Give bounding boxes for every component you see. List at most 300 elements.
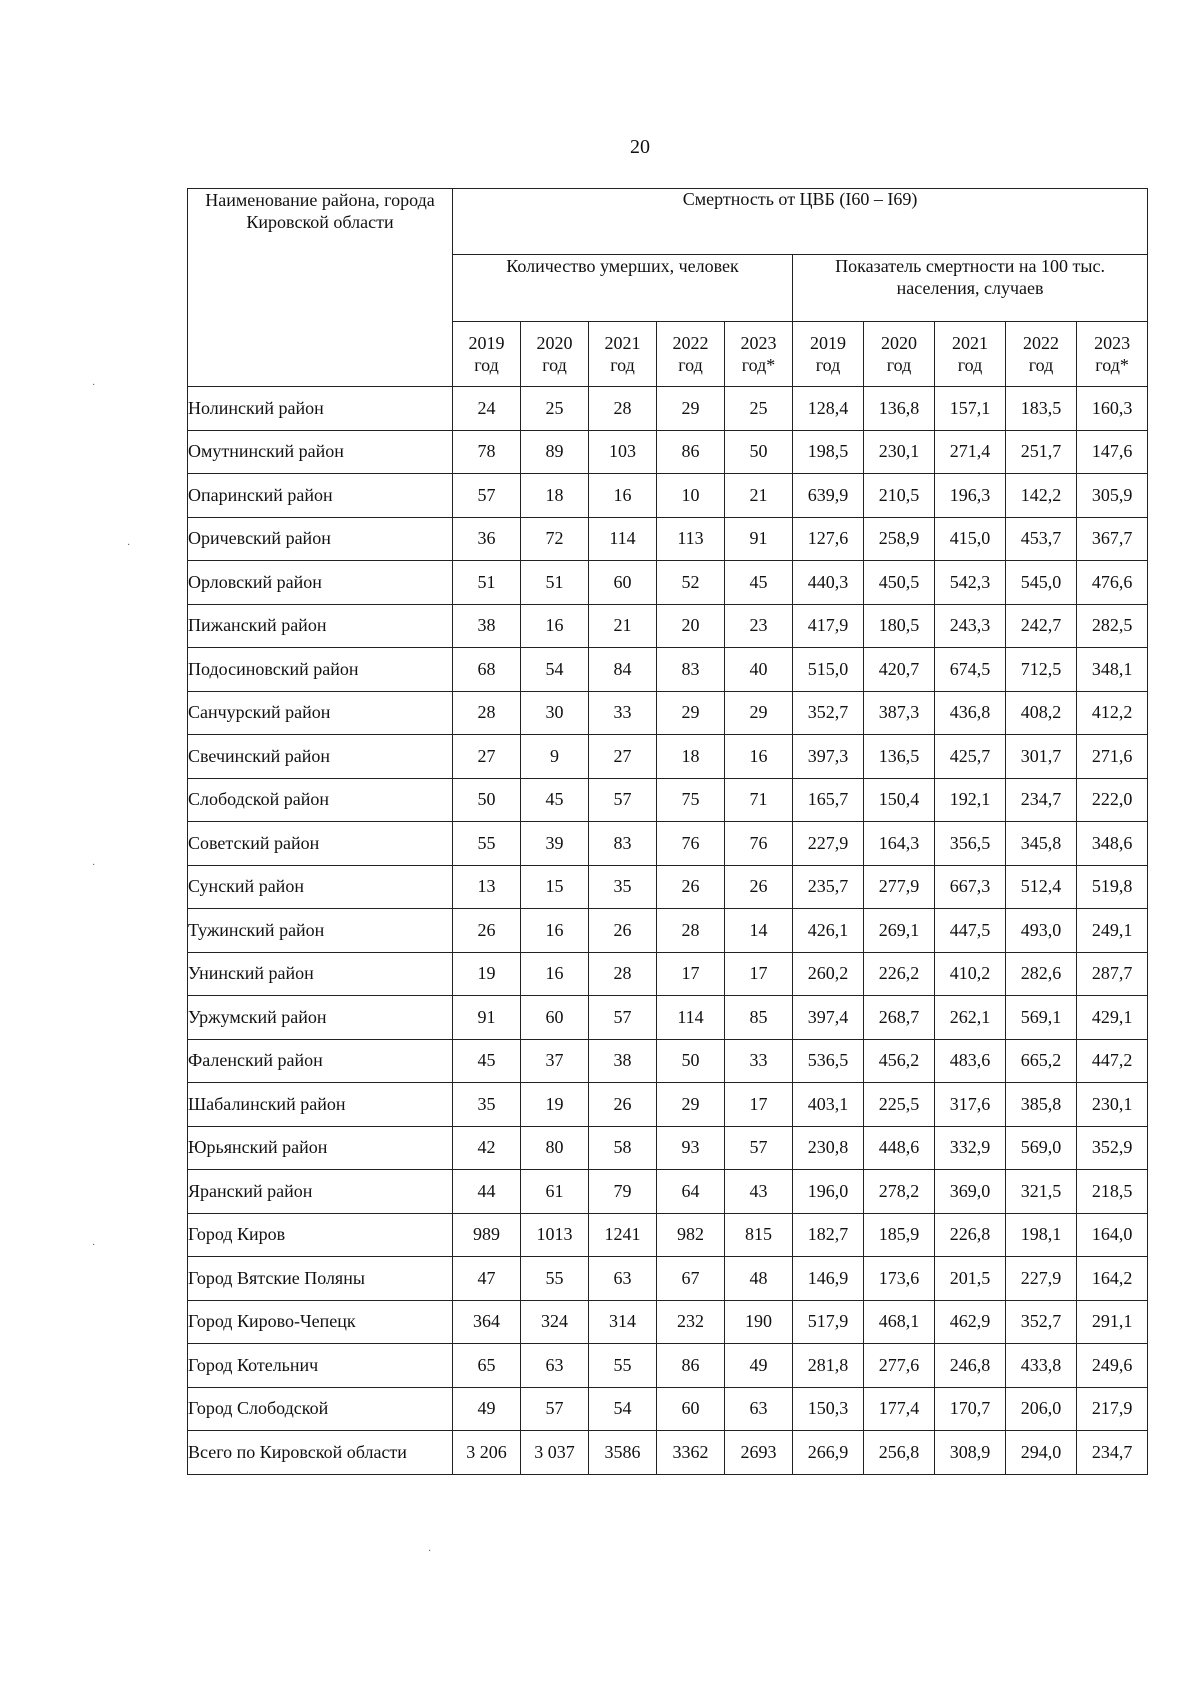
deaths-cell: 83 (657, 648, 725, 692)
deaths-cell: 54 (521, 648, 589, 692)
deaths-cell: 58 (589, 1126, 657, 1170)
year-header (1077, 322, 1148, 387)
deaths-cell: 25 (521, 387, 589, 431)
deaths-cell: 61 (521, 1170, 589, 1214)
deaths-cell: 45 (453, 1039, 521, 1083)
deaths-cell: 9 (521, 735, 589, 779)
scan-dot: · (127, 540, 131, 551)
table-row (188, 865, 1148, 909)
table-row (188, 1387, 1148, 1431)
year-suffix: год (957, 355, 983, 375)
rate-cell: 226,8 (935, 1213, 1006, 1257)
year-header (657, 322, 725, 387)
deaths-cell: 364 (453, 1300, 521, 1344)
table-row (188, 822, 1148, 866)
rate-cell: 462,9 (935, 1300, 1006, 1344)
rate-cell: 352,7 (793, 691, 864, 735)
deaths-cell: 29 (657, 1083, 725, 1127)
rate-cell: 180,5 (864, 604, 935, 648)
rate-cell: 260,2 (793, 952, 864, 996)
year-header (793, 322, 864, 387)
district-name: Сунский район (188, 865, 453, 909)
rate-cell: 468,1 (864, 1300, 935, 1344)
district-name: Юрьянский район (188, 1126, 453, 1170)
deaths-cell: 815 (725, 1213, 793, 1257)
rate-cell: 429,1 (1077, 996, 1148, 1040)
rate-cell: 282,5 (1077, 604, 1148, 648)
table-row (188, 996, 1148, 1040)
deaths-cell: 232 (657, 1300, 725, 1344)
deaths-cell: 35 (453, 1083, 521, 1127)
rate-cell: 536,5 (793, 1039, 864, 1083)
year-suffix: год (886, 355, 912, 375)
year-label: 2021 (952, 333, 988, 353)
table-row (188, 1431, 1148, 1475)
deaths-cell: 24 (453, 387, 521, 431)
deaths-cell: 18 (521, 474, 589, 518)
deaths-cell: 23 (725, 604, 793, 648)
rate-cell: 201,5 (935, 1257, 1006, 1301)
deaths-cell: 45 (521, 778, 589, 822)
rate-cell: 308,9 (935, 1431, 1006, 1475)
rate-cell: 403,1 (793, 1083, 864, 1127)
rate-cell: 348,6 (1077, 822, 1148, 866)
rate-cell: 301,7 (1006, 735, 1077, 779)
rate-cell: 408,2 (1006, 691, 1077, 735)
deaths-cell: 26 (657, 865, 725, 909)
deaths-cell: 63 (725, 1387, 793, 1431)
rate-cell: 258,9 (864, 517, 935, 561)
deaths-cell: 28 (589, 387, 657, 431)
deaths-cell: 17 (725, 952, 793, 996)
rate-cell: 227,9 (793, 822, 864, 866)
rate-cell: 243,3 (935, 604, 1006, 648)
rate-cell: 147,6 (1077, 430, 1148, 474)
deaths-cell: 39 (521, 822, 589, 866)
table-row (188, 430, 1148, 474)
rate-cell: 356,5 (935, 822, 1006, 866)
year-label: 2023 (740, 333, 777, 353)
rate-cell: 198,5 (793, 430, 864, 474)
rate-cell: 448,6 (864, 1126, 935, 1170)
rate-cell: 712,5 (1006, 648, 1077, 692)
rate-cell: 164,2 (1077, 1257, 1148, 1301)
deaths-cell: 27 (589, 735, 657, 779)
table-row (188, 1039, 1148, 1083)
rate-cell: 230,8 (793, 1126, 864, 1170)
table-row (188, 1213, 1148, 1257)
table-row (188, 735, 1148, 779)
rate-cell: 291,1 (1077, 1300, 1148, 1344)
deaths-cell: 64 (657, 1170, 725, 1214)
rate-cell: 136,5 (864, 735, 935, 779)
deaths-cell: 16 (725, 735, 793, 779)
table-body (188, 387, 1148, 1475)
deaths-cell: 36 (453, 517, 521, 561)
rate-cell: 256,8 (864, 1431, 935, 1475)
district-name: Город Кирово-Чепецк (188, 1300, 453, 1344)
rate-cell: 230,1 (1077, 1083, 1148, 1127)
rate-cell: 387,3 (864, 691, 935, 735)
rate-cell: 483,6 (935, 1039, 1006, 1083)
deaths-cell: 10 (657, 474, 725, 518)
deaths-cell: 29 (725, 691, 793, 735)
deaths-cell: 982 (657, 1213, 725, 1257)
year-header (1006, 322, 1077, 387)
deaths-cell: 40 (725, 648, 793, 692)
table-row (188, 387, 1148, 431)
year-header (521, 322, 589, 387)
year-suffix: год* (741, 355, 776, 375)
rate-cell: 183,5 (1006, 387, 1077, 431)
rate-cell: 226,2 (864, 952, 935, 996)
rate-cell: 674,5 (935, 648, 1006, 692)
district-name: Унинский район (188, 952, 453, 996)
rate-cell: 667,3 (935, 865, 1006, 909)
deaths-cell: 26 (725, 865, 793, 909)
deaths-cell: 18 (657, 735, 725, 779)
table-row (188, 1083, 1148, 1127)
deaths-cell: 54 (589, 1387, 657, 1431)
deaths-cell: 17 (725, 1083, 793, 1127)
deaths-cell: 45 (725, 561, 793, 605)
deaths-cell: 29 (657, 387, 725, 431)
deaths-cell: 13 (453, 865, 521, 909)
year-header (725, 322, 793, 387)
rate-cell: 206,0 (1006, 1387, 1077, 1431)
rate-cell: 410,2 (935, 952, 1006, 996)
rate-cell: 165,7 (793, 778, 864, 822)
rate-cell: 447,2 (1077, 1039, 1148, 1083)
deaths-cell: 16 (521, 952, 589, 996)
year-suffix: год (610, 355, 635, 375)
rate-cell: 164,3 (864, 822, 935, 866)
deaths-cell: 17 (657, 952, 725, 996)
rate-cell: 440,3 (793, 561, 864, 605)
page-number: 20 (630, 136, 650, 158)
deaths-cell: 3586 (589, 1431, 657, 1475)
rate-cell: 234,7 (1077, 1431, 1148, 1475)
deaths-cell: 67 (657, 1257, 725, 1301)
deaths-cell: 86 (657, 1344, 725, 1388)
rate-cell: 185,9 (864, 1213, 935, 1257)
deaths-cell: 16 (521, 604, 589, 648)
deaths-cell: 86 (657, 430, 725, 474)
deaths-cell: 114 (657, 996, 725, 1040)
district-name: Советский район (188, 822, 453, 866)
deaths-cell: 76 (657, 822, 725, 866)
deaths-cell: 47 (453, 1257, 521, 1301)
deaths-cell: 1241 (589, 1213, 657, 1257)
rate-cell: 142,2 (1006, 474, 1077, 518)
district-name: Город Котельнич (188, 1344, 453, 1388)
deaths-cell: 44 (453, 1170, 521, 1214)
deaths-cell: 68 (453, 648, 521, 692)
rate-cell: 287,7 (1077, 952, 1148, 996)
deaths-cell: 3362 (657, 1431, 725, 1475)
table-row (188, 909, 1148, 953)
deaths-cell: 50 (453, 778, 521, 822)
rate-cell: 639,9 (793, 474, 864, 518)
rate-cell: 545,0 (1006, 561, 1077, 605)
scan-dot: · (92, 1240, 96, 1251)
deaths-cell: 57 (589, 778, 657, 822)
year-label: 2019 (810, 333, 846, 353)
rate-cell: 262,1 (935, 996, 1006, 1040)
deaths-cell: 37 (521, 1039, 589, 1083)
deaths-cell: 19 (453, 952, 521, 996)
table-row (188, 952, 1148, 996)
deaths-cell: 21 (589, 604, 657, 648)
deaths-cell: 314 (589, 1300, 657, 1344)
rate-cell: 665,2 (1006, 1039, 1077, 1083)
deaths-cell: 113 (657, 517, 725, 561)
rate-cell: 453,7 (1006, 517, 1077, 561)
rate-cell: 150,3 (793, 1387, 864, 1431)
deaths-cell: 51 (521, 561, 589, 605)
rate-group-header: Показатель смертности на 100 тыс. населения, случаев (793, 255, 1148, 322)
deaths-cell: 26 (589, 909, 657, 953)
deaths-cell: 28 (657, 909, 725, 953)
deaths-cell: 50 (725, 430, 793, 474)
rate-cell: 251,7 (1006, 430, 1077, 474)
rate-cell: 426,1 (793, 909, 864, 953)
rate-cell: 385,8 (1006, 1083, 1077, 1127)
table-row (188, 1344, 1148, 1388)
deaths-cell: 57 (725, 1126, 793, 1170)
deaths-cell: 63 (589, 1257, 657, 1301)
deaths-cell: 103 (589, 430, 657, 474)
rate-cell: 367,7 (1077, 517, 1148, 561)
deaths-cell: 26 (589, 1083, 657, 1127)
deaths-cell: 2693 (725, 1431, 793, 1475)
main-header: Смертность от ЦВБ (I60 – I69) (453, 189, 1148, 255)
year-header (935, 322, 1006, 387)
deaths-cell: 33 (725, 1039, 793, 1083)
rate-cell: 321,5 (1006, 1170, 1077, 1214)
rate-cell: 420,7 (864, 648, 935, 692)
rate-cell: 397,3 (793, 735, 864, 779)
deaths-cell: 21 (725, 474, 793, 518)
rate-cell: 369,0 (935, 1170, 1006, 1214)
district-name: Нолинский район (188, 387, 453, 431)
deaths-cell: 57 (453, 474, 521, 518)
year-label: 2021 (604, 333, 641, 353)
year-label: 2022 (672, 333, 709, 353)
deaths-cell: 63 (521, 1344, 589, 1388)
deaths-cell: 72 (521, 517, 589, 561)
table-row (188, 778, 1148, 822)
rate-cell: 150,4 (864, 778, 935, 822)
name-column-header: Наименование района, города Кировской области (188, 189, 453, 387)
rate-cell: 271,4 (935, 430, 1006, 474)
district-name: Омутнинский район (188, 430, 453, 474)
rate-cell: 512,4 (1006, 865, 1077, 909)
rate-cell: 415,0 (935, 517, 1006, 561)
rate-cell: 317,6 (935, 1083, 1006, 1127)
rate-cell: 269,1 (864, 909, 935, 953)
rate-cell: 136,8 (864, 387, 935, 431)
rate-cell: 332,9 (935, 1126, 1006, 1170)
deaths-cell: 49 (725, 1344, 793, 1388)
table-row (188, 1126, 1148, 1170)
rate-cell: 127,6 (793, 517, 864, 561)
deaths-cell: 80 (521, 1126, 589, 1170)
rate-cell: 227,9 (1006, 1257, 1077, 1301)
year-suffix: год* (1095, 355, 1129, 375)
rate-cell: 210,5 (864, 474, 935, 518)
district-name: Подосиновский район (188, 648, 453, 692)
year-suffix: год (542, 355, 567, 375)
deaths-cell: 79 (589, 1170, 657, 1214)
rate-cell: 164,0 (1077, 1213, 1148, 1257)
rate-cell: 249,1 (1077, 909, 1148, 953)
rate-cell: 225,5 (864, 1083, 935, 1127)
rate-cell: 249,6 (1077, 1344, 1148, 1388)
rate-cell: 425,7 (935, 735, 1006, 779)
rate-cell: 173,6 (864, 1257, 935, 1301)
deaths-cell: 38 (589, 1039, 657, 1083)
deaths-cell: 20 (657, 604, 725, 648)
rate-cell: 542,3 (935, 561, 1006, 605)
table-row (188, 474, 1148, 518)
deaths-cell: 52 (657, 561, 725, 605)
deaths-cell: 57 (589, 996, 657, 1040)
year-label: 2019 (468, 333, 505, 353)
deaths-cell: 50 (657, 1039, 725, 1083)
deaths-cell: 83 (589, 822, 657, 866)
rate-cell: 294,0 (1006, 1431, 1077, 1475)
rate-cell: 268,7 (864, 996, 935, 1040)
district-name: Санчурский район (188, 691, 453, 735)
district-name: Слободской район (188, 778, 453, 822)
rate-cell: 433,8 (1006, 1344, 1077, 1388)
year-suffix: год (474, 355, 499, 375)
rate-cell: 278,2 (864, 1170, 935, 1214)
table-row (188, 648, 1148, 692)
deaths-cell: 30 (521, 691, 589, 735)
rate-cell: 266,9 (793, 1431, 864, 1475)
rate-cell: 352,9 (1077, 1126, 1148, 1170)
deaths-cell: 26 (453, 909, 521, 953)
district-name: Всего по Кировской области (188, 1431, 453, 1475)
rate-cell: 281,8 (793, 1344, 864, 1388)
deaths-cell: 25 (725, 387, 793, 431)
mortality-table (187, 188, 1148, 1475)
deaths-cell: 19 (521, 1083, 589, 1127)
table-row (188, 1170, 1148, 1214)
deaths-cell: 48 (725, 1257, 793, 1301)
rate-cell: 476,6 (1077, 561, 1148, 605)
deaths-cell: 114 (589, 517, 657, 561)
rate-cell: 196,3 (935, 474, 1006, 518)
district-name: Фаленский район (188, 1039, 453, 1083)
deaths-cell: 16 (589, 474, 657, 518)
deaths-cell: 60 (521, 996, 589, 1040)
rate-cell: 242,7 (1006, 604, 1077, 648)
rate-cell: 277,6 (864, 1344, 935, 1388)
year-header (864, 322, 935, 387)
rate-cell: 569,1 (1006, 996, 1077, 1040)
rate-cell: 218,5 (1077, 1170, 1148, 1214)
deaths-cell: 85 (725, 996, 793, 1040)
rate-cell: 160,3 (1077, 387, 1148, 431)
rate-cell: 235,7 (793, 865, 864, 909)
table-header (188, 189, 1148, 387)
rate-cell: 456,2 (864, 1039, 935, 1083)
district-name: Оричевский район (188, 517, 453, 561)
rate-cell: 447,5 (935, 909, 1006, 953)
scan-dot: · (428, 1546, 432, 1557)
year-label: 2022 (1023, 333, 1059, 353)
deaths-cell: 78 (453, 430, 521, 474)
rate-cell: 493,0 (1006, 909, 1077, 953)
district-name: Шабалинский район (188, 1083, 453, 1127)
table-row (188, 517, 1148, 561)
deaths-cell: 3 206 (453, 1431, 521, 1475)
rate-cell: 517,9 (793, 1300, 864, 1344)
rate-cell: 217,9 (1077, 1387, 1148, 1431)
rate-cell: 146,9 (793, 1257, 864, 1301)
deaths-cell: 55 (453, 822, 521, 866)
rate-cell: 192,1 (935, 778, 1006, 822)
deaths-cell: 55 (521, 1257, 589, 1301)
deaths-cell: 28 (589, 952, 657, 996)
deaths-cell: 55 (589, 1344, 657, 1388)
rate-cell: 234,7 (1006, 778, 1077, 822)
rate-cell: 271,6 (1077, 735, 1148, 779)
deaths-cell: 324 (521, 1300, 589, 1344)
deaths-cell: 60 (657, 1387, 725, 1431)
rate-cell: 277,9 (864, 865, 935, 909)
rate-cell: 196,0 (793, 1170, 864, 1214)
table-row (188, 604, 1148, 648)
table-row (188, 691, 1148, 735)
year-label: 2020 (881, 333, 917, 353)
rate-cell: 246,8 (935, 1344, 1006, 1388)
deaths-cell: 93 (657, 1126, 725, 1170)
deaths-cell: 14 (725, 909, 793, 953)
deaths-cell: 16 (521, 909, 589, 953)
year-header (589, 322, 657, 387)
district-name: Уржумский район (188, 996, 453, 1040)
year-label: 2023 (1094, 333, 1131, 353)
district-name: Свечинский район (188, 735, 453, 779)
district-name: Яранский район (188, 1170, 453, 1214)
deaths-cell: 1013 (521, 1213, 589, 1257)
rate-cell: 282,6 (1006, 952, 1077, 996)
deaths-cell: 49 (453, 1387, 521, 1431)
deaths-cell: 27 (453, 735, 521, 779)
rate-cell: 436,8 (935, 691, 1006, 735)
deaths-cell: 43 (725, 1170, 793, 1214)
rate-cell: 128,4 (793, 387, 864, 431)
table-row (188, 561, 1148, 605)
rate-cell: 182,7 (793, 1213, 864, 1257)
deaths-cell: 33 (589, 691, 657, 735)
district-name: Город Слободской (188, 1387, 453, 1431)
rate-cell: 569,0 (1006, 1126, 1077, 1170)
scan-dot: · (92, 860, 96, 871)
deaths-cell: 28 (453, 691, 521, 735)
deaths-cell: 15 (521, 865, 589, 909)
rate-cell: 348,1 (1077, 648, 1148, 692)
deaths-cell: 91 (453, 996, 521, 1040)
district-name: Город Киров (188, 1213, 453, 1257)
rate-cell: 230,1 (864, 430, 935, 474)
rate-cell: 177,4 (864, 1387, 935, 1431)
deaths-cell: 65 (453, 1344, 521, 1388)
